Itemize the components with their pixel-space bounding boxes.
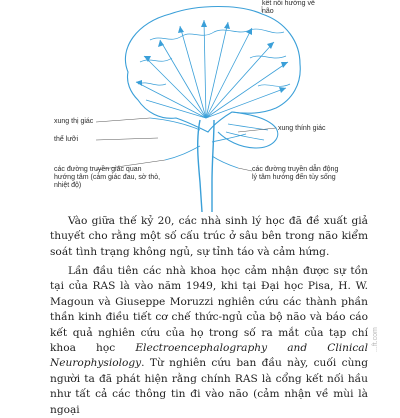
text-line: Vào giữa thế kỷ 20, các nhà sinh lý học đã đề xuất giả thuyết (50, 215, 368, 243)
brainstem (198, 120, 214, 212)
text-line: cho rằng một số cấu trúc ở sâu bên trong não kiểm soát tình (50, 230, 368, 258)
label-visual-impulses: xung thị giác (54, 118, 94, 125)
text-line: Lần đầu tiên các nhà khoa học cảm nhận được sự tồn tại của (50, 265, 368, 293)
label-auditory-impulses: xung thính giác (278, 125, 326, 132)
text-line: trạng không ngủ, sự tỉnh táo và cảm hứng. (100, 245, 330, 258)
text-line: của họ trong số ra mắt của tạp chí khoa học (50, 326, 368, 355)
text-line: cùng người ta đã phát hiện rằng chính RAS là cổng kết nối hầu (50, 357, 369, 385)
text-line: Giuseppe Moruzzi nghiên cứu các thành phần thần kinh điều (50, 295, 368, 324)
paragraph-1 (50, 214, 368, 260)
label-sensory-pathways: các đường truyền giác quan hướng tâm (cảm giác đau, sờ thỏ, nhiệt độ) (54, 166, 161, 189)
watermark: ...ft.com (372, 327, 379, 352)
label-spinal-pathways: các đường truyền dẫn động lý tâm hướng đến tủy sống (252, 166, 339, 181)
cerebellum-outline (218, 112, 278, 148)
ras-fibers (136, 20, 288, 118)
journal-title: and Clinical Neurophysiology (50, 342, 368, 370)
text-line: . Từ nghiên cứu ban đầu này, cuối (141, 357, 337, 370)
paragraph-2 (50, 264, 368, 418)
journal-title: Electroencephalography (135, 342, 268, 355)
label-tongue: thể lưỡi (54, 136, 79, 143)
text-line: tiết cơ chế thức-ngủ của bộ não và báo cáo kết quả nghiên cứu (50, 311, 369, 339)
text-line: RAS là vào năm 1949, khi tại Đại học Pisa, H. W. Magoun và (50, 280, 368, 308)
label-brain-connections: kết nối hướng về não (262, 0, 315, 15)
text-line: như tất cả các thông tin đi vào não (cảm nhận về mùi là ngoại (50, 388, 368, 416)
